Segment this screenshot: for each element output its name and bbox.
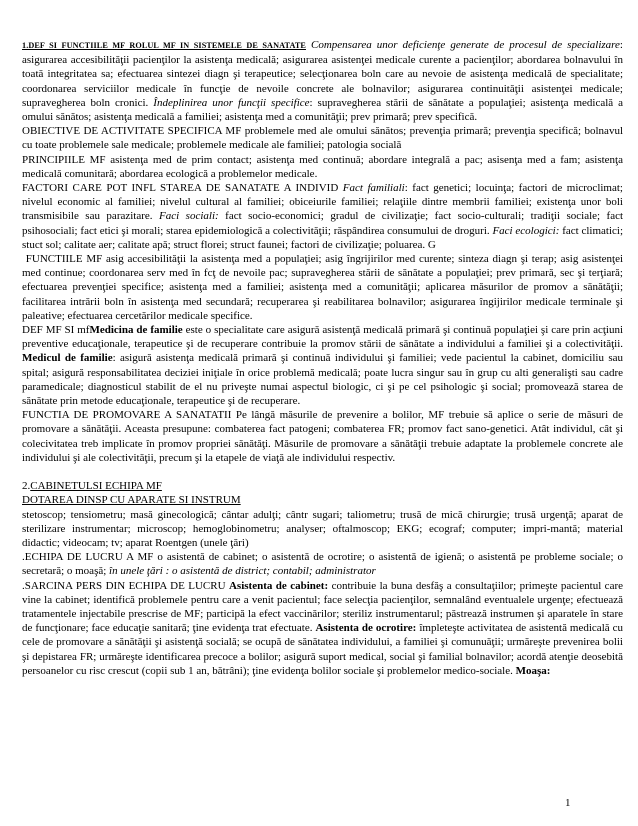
equipment-heading: DOTAREA DINSP CU APARATE SI INSTRUM [22,494,241,507]
section-gap [22,465,623,479]
family-factors-label: Fact familiali [342,182,405,195]
social-factors-text: fact socio-economici; gradul de civilizaţie; fact socio-culturali; tradiţii sociale; fact psihosociali; fact etici şi morali; starea epidemiologică a colectivităţii; răspândirea consumului de droguri. [22,210,624,237]
specific-functions-label: Îndeplinirea unor funcţii specifice [153,96,310,109]
specific-functions-text: : supravegherea stării de sănătate a populaţiei; asistenţa medicală a omului sănătos; asistenţa medicală a familiei; asistenţa med a comunităţii; prev primară; prev specifică. [22,96,623,124]
equipment-paragraph: stetoscop; tensiometru; masă ginecologică; cântar adulţi; cântr sugari; taliometru; trusă de mică chirurgie; trusă urgenţă; aparat de sterilizare instrumentar; microscop; hemoglobinometru; analyser; oftalmoscop; EKG; ecograf; computer; impri-mantă; material didactic; videocam; tv; aparat Roentgen (unele ţări) [22,508,623,549]
document-page [22,38,623,678]
team-text-italic: în unele ţări : o asistentă de district; contabil; administrator [109,565,376,578]
social-factors-label: Faci sociali: [159,210,219,223]
family-medicine-term: Medicina de familie [89,324,183,337]
factors-paragraph [22,181,623,252]
functions-paragraph [22,252,623,323]
care-nurse-term: Asistenta de ocrotire: [315,622,417,635]
tasks-heading: .SARCINA PERS DIN ECHIPA DE LUCRU [22,579,226,592]
cabinet-nurse-text: contribuie la buna desfăş a consultaţiilor; primeşte pacientul care vine la cabinet; identifică problemele pentru care a venit pacientul; face selecţia pacienţilor, semnalând eventualele urgenţe; efectuează tratamentele injectabile prescrise de MF; participă la efect vaccinărilor; steriliz instrumentarul; păstrează instrumen şi aparatele în stare de funcţionare; face educaţie sanitară; ţine evidenţa trat efectuate. [22,579,623,635]
family-doctor-definition: : asigură asistenţa medicală primară şi continuă individului şi familiei; vede pacientul la cabinet, domiciliu sau spital; asigură responsabilitatea deciziei iniţiale în orice problemă medicală; poate lucra singur sau în grup cu alti generalişti sau cadre paramedicale; diagnosticul stabilit de el nu priveşte numai aspectul biologic, ci şi pe cel psihologic şi social; promovează starea de sănătate prin metode educaţionale, terapeutice şi de recuperare. [22,352,623,408]
family-medicine-definition: este o specialitate care asigură asistenţă medicală primară şi continuă populaţiei şi care prin acţiuni preventive educaţionale, terapeutice şi de recuperare contribuie la promov stării de sănătate a individului a familiei şi a colectivităţii. [22,324,624,351]
team-heading: .ECHIPA DE LUCRU A MF [22,551,154,564]
factors-heading: FACTORI CARE POT INFL STAREA DE SANATATE A INDIVID [22,182,339,195]
principles-paragraph: PRINCIPIILE MF asistenţa med de prim contact; asistenţa med continuă; abordare integrală a pac; asisenţa med a fam; asistenţa medicală comunitară; abordarea ecologică a problemelor medicale. [22,153,623,180]
team-text: o asistentă de cabinet; o asistentă de ocrotire; o asistentă de igienă; o asistentă pe probleme sociale; o secretară; o moaşă; [22,551,624,578]
section-1-paragraph [22,38,623,124]
care-nurse-text: împleteşte activitatea de asistentă medicală cu cele de promovare a sănătăţii şi asistenţă socială; se ocupă de sănătatea individului, a familiei şi comunuăţii; urmăreşte prevenirea bolii şi depistarea FR; urmăreşte identificarea precoce a bolilor; asigură suport medical, social şi familial bolnavilor; acordă atenţie deosebită persoanelor cu risc crescut (copii sub 1 an, bătrâni); ţine evidenţa bolilor sociale şi problemelor medico-sociale. [22,622,623,677]
compensation-text: : asigurarea accesibilităţii pacienţilor la asistenţa medicală; asigurarea asistenţei medicale curente a pacienţilor; abordarea bolnavului în toată integritatea sa; efectuarea sintezei diagn şi terapeutice; selecţionarea boln care au nevoie de asistenţa medicală de specialitate; coordonarea serviciilor medicale în funcţie de nevoile concrete ale bolnavilor; asigurarea continuităţii asistenţei medicale; supravegherea boln cronici. [22,39,623,109]
page-number: 1 [565,797,571,809]
team-paragraph [22,550,623,578]
objectives-paragraph: OBIECTIVE DE ACTIVITATE SPECIFICA MF problemele med ale omului sănătos; prevenţia primară; prevenţia specifică; bolnavul cu toate problemele sale medicale; problemele medicale ale familiei; patologia socială [22,125,623,152]
section-2-number: 2. [22,480,31,493]
family-factors-text: : fact genetici; locuinţa; factori de microclimat; nivelul economic al familiei; nivelul cultural al familiei; obiceiurile familiei; relaţiile dintre membrii familiei; existenţa unor boli transmisibile sau parazitare. [22,182,623,223]
family-doctor-term: Medicul de familie [22,352,113,365]
definition-paragraph [22,323,623,408]
tasks-paragraph [22,579,623,678]
compensation-label: Compensarea unor deficienţe generate de procesul de specializare [311,39,620,51]
cabinet-nurse-term: Asistenta de cabinet: [228,579,329,592]
definition-prefix: DEF MF SI mf [22,324,90,337]
section-2-heading [22,479,623,493]
section-1-heading: 1.DEF SI FUNCTIILE MF ROLUL MF IN SISTEMELE DE SANATATE [22,41,306,50]
ecological-factors-text: fact climatici; stuct sol; calitate aer; calitate apă; struct florei; struct faunei; factori de civilizaţie; poluarea. G [22,224,624,251]
section-2-title: CABINETULSI ECHIPA MF [30,480,162,493]
promotion-paragraph: FUNCTIA DE PROMOVARE A SANATATII Pe lângă măsurile de prevenire a bolilor, MF trebuie să aplice o serie de măsuri de promovare a sănătăţii. Aceasta presupune: combaterea fact patogeni; combaterea FR; promov fact sano-genetici. Atât individul, cât şi colecivitatea treb implicate în promov propriei sănătăţi. Măsurile de promovare a sănătăţii trebuie adaptate la problemele concrete ale individului şi ale colectivităţii, precum şi la etapele de viaţă ale individului respectiv. [22,409,623,464]
ecological-factors-label: Faci ecologici: [492,224,560,237]
functions-text: FUNCTIILE MF asig accesibilităţii la asistenţa med a populaţiei; asig îngrijirilor med curente; sinteza diagn şi terap; asig asistenţei med continue; coordonarea serv med în fcţ de nevoile pac; supravegherea stării de sănătate a populaţiei; prev primară, sec şi terţiară; efectuarea prevenţiei specifice; asistenţa med a familiei; asistenţa med a comunităţii; aplicarea măsurilor de promov a sănătăţii; facilitarea intrării boln în asistenţa med secundară; recuperarea şi reabilitarea bolnavilor; asigurarea îngijirilor medicale terminale şi paleative; efectuarea cercetărilor medicale specifice. [22,253,624,322]
midwife-term: Moaşa: [515,664,551,677]
